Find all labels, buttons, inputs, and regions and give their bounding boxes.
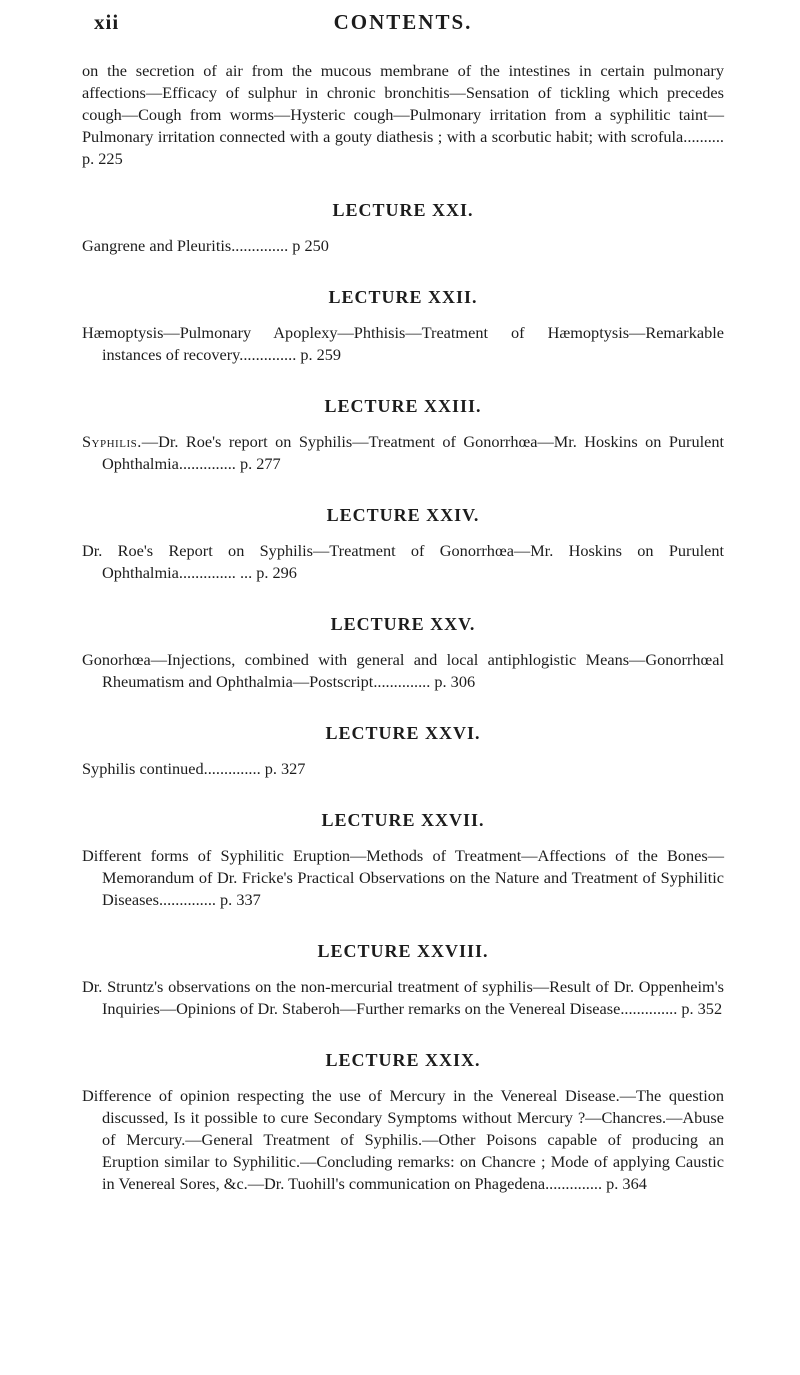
- page-title: CONTENTS.: [333, 10, 473, 34]
- entry-text: on the secretion of air from the mucous membrane of the intestines in certain pulmonary affections—Efficacy of sulphur in chronic bronchitis—Sensation of tickling which precedes cough—Cough from worms—Hysteric cough—Pulmonary irritation from a syphilitic taint—Pulmonary irritation connected with a gouty diathesis ; with a scorbutic habit; with scrofula: [82, 61, 724, 146]
- lecture-entry: [82, 649, 724, 693]
- entry-text: Gonorhœa—Injections, combined with general and local antiphlogistic Means—Gonorrhœal Rheumatism and Ophthalmia—Postscript: [82, 650, 724, 691]
- lecture-heading: LECTURE XXI.: [332, 200, 474, 220]
- entry-page: ... p. 296: [239, 563, 297, 582]
- lecture-entry: [82, 845, 724, 911]
- lecture-heading: LECTURE XXVIII.: [317, 941, 489, 961]
- lecture-entry: [82, 235, 724, 257]
- entry-page: p 250: [292, 236, 329, 255]
- entry-page: p. 277: [239, 454, 281, 473]
- entry-text: —Dr. Roe's report on Syphilis—Treatment of Gonorrhœa—Mr. Hoskins on Purulent Ophthalmia: [102, 432, 724, 473]
- leader-dots: ..............: [178, 563, 236, 582]
- entry-text: Dr. Roe's Report on Syphilis—Treatment of Gonorrhœa—Mr. Hoskins on Purulent Ophthalmia: [82, 541, 724, 582]
- running-head: [82, 0, 724, 60]
- lecture-heading: LECTURE XXIV.: [326, 505, 480, 525]
- leader-dots: ..............: [239, 345, 297, 364]
- lecture-heading: LECTURE XXII.: [328, 287, 478, 307]
- lecture-block: [82, 810, 724, 911]
- leader-dots: ..........: [683, 127, 724, 146]
- entry-page: p. 364: [606, 1174, 647, 1193]
- lecture-block: [82, 614, 724, 693]
- entry-page: p. 327: [264, 759, 306, 778]
- entry-text: Different forms of Syphilitic Eruption—Methods of Treatment—Affections of the Bones—Memorandum of Dr. Fricke's Practical Observations on the Nature and Treatment of Syphilitic Diseases: [82, 846, 724, 909]
- lecture-block: [82, 941, 724, 1020]
- continuation-entry: [82, 60, 724, 170]
- entry-text: Syphilis continued: [82, 759, 204, 778]
- entry-page: p. 259: [300, 345, 342, 364]
- page-number: xii: [94, 10, 120, 34]
- lecture-entry: [82, 540, 724, 584]
- lecture-entry: [82, 976, 724, 1020]
- entry-text: Dr. Struntz's observations on the non-mercurial treatment of syphilis—Result of Dr. Oppenheim's Inquiries—Opinions of Dr. Staberoh—Further remarks on the Venereal Disease: [82, 977, 724, 1018]
- leader-dots: ..............: [203, 759, 261, 778]
- lecture-heading: LECTURE XXV.: [330, 614, 476, 634]
- lecture-block: [82, 396, 724, 475]
- entry-page: p. 306: [434, 672, 476, 691]
- leader-dots: ..............: [158, 890, 216, 909]
- entry-page: p. 225: [82, 149, 123, 168]
- entry-text: Gangrene and Pleuritis: [82, 236, 232, 255]
- leader-dots: ..............: [545, 1174, 603, 1193]
- leader-dots: ..............: [373, 672, 431, 691]
- lecture-list: [82, 200, 724, 1195]
- lecture-block: [82, 723, 724, 780]
- entry-lead: Syphilis.: [82, 432, 142, 451]
- entry-text: Difference of opinion respecting the use of Mercury in the Venereal Disease.—The question discussed, Is it possible to cure Secondary Symptoms without Mercury ?—Chancres.—Abuse of Mercury.—General Treatment of Syphilis.—Other Poisons capable of producing an Eruption similar to Syphilitic.—Concluding remarks: on Chancre ; Mode of applying Caustic in Venereal Sores, &c.—Dr. Tuohill's communication on Phagedena: [82, 1086, 724, 1193]
- lecture-block: [82, 200, 724, 257]
- lecture-heading: LECTURE XXVI.: [325, 723, 481, 743]
- lecture-heading: LECTURE XXIII.: [324, 396, 482, 416]
- lecture-block: [82, 505, 724, 584]
- lecture-entry: [82, 431, 724, 475]
- leader-dots: ..............: [231, 236, 289, 255]
- lecture-block: [82, 1050, 724, 1195]
- lecture-block: [82, 287, 724, 366]
- lecture-entry: [82, 1085, 724, 1195]
- entry-text: Hæmoptysis—Pulmonary Apoplexy—Phthisis—Treatment of Hæmoptysis—Remarkable instances of recovery: [82, 323, 724, 364]
- lecture-entry: [82, 758, 724, 780]
- lecture-heading: LECTURE XXIX.: [325, 1050, 481, 1070]
- entry-page: p. 337: [220, 890, 261, 909]
- lecture-entry: [82, 322, 724, 366]
- leader-dots: ..............: [620, 999, 678, 1018]
- leader-dots: ..............: [178, 454, 236, 473]
- lecture-heading: LECTURE XXVII.: [321, 810, 485, 830]
- entry-page: p. 352: [681, 999, 723, 1018]
